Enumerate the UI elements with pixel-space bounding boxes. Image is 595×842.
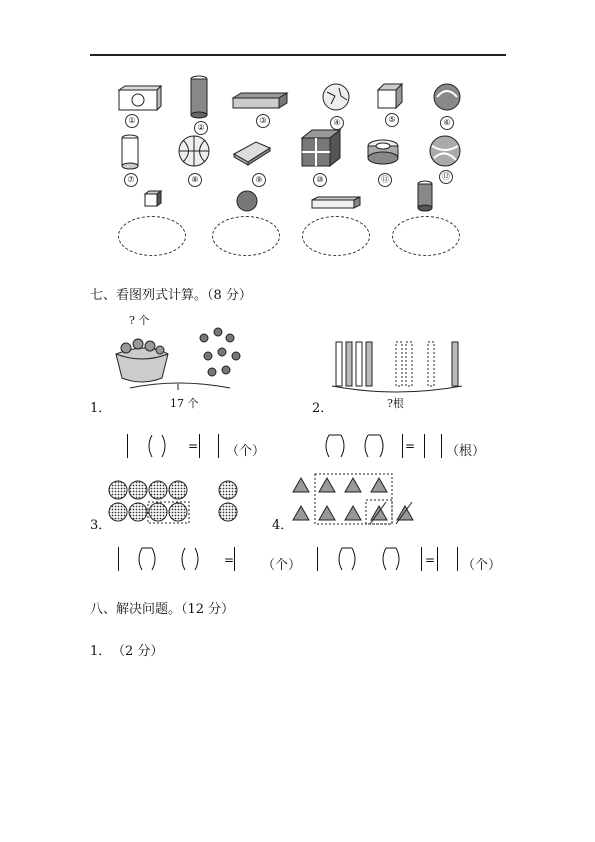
shape-number: ④: [330, 116, 344, 130]
cylinder-shape: [189, 75, 209, 119]
shape-number: ②: [194, 121, 208, 135]
q4-label: 4．: [272, 518, 294, 533]
q1-eq-sign: =: [188, 439, 199, 453]
shape-number: ⑩: [313, 173, 327, 187]
q4-eq-sign: =: [425, 553, 436, 567]
sphere-category-icon: [236, 190, 258, 212]
ball-shape: [432, 82, 462, 112]
shape-number: ⑨: [252, 173, 266, 187]
q1-unit: （个）: [226, 444, 266, 459]
gift-box-shape: [300, 128, 342, 168]
q3-label: 3．: [90, 518, 112, 533]
q1-top-note: ? 个: [129, 314, 150, 327]
section-8-title: 八、解决问题。（12 分）: [90, 602, 235, 617]
q2-eq-sign: =: [405, 439, 416, 453]
shape-number: ⑦: [124, 173, 138, 187]
flat-box-shape: [231, 92, 289, 110]
q2-label: 2．: [312, 401, 334, 416]
q1-caption: 17 个: [170, 397, 199, 410]
shape-number: ⑫: [439, 170, 453, 184]
shape-number: ⑪: [378, 173, 392, 187]
eraser-shape: [232, 140, 272, 166]
basketball-shape: [177, 134, 211, 168]
sorting-oval: [118, 216, 186, 256]
triangles-picture: [290, 472, 420, 528]
tape-roll-shape: [366, 138, 400, 166]
q2-caption: ?根: [387, 397, 404, 410]
cube-shape: [376, 83, 404, 111]
shape-number: ⑥: [440, 116, 454, 130]
top-rule: [90, 54, 506, 56]
q3-unit: （个）: [262, 558, 302, 573]
shape-number: ①: [125, 114, 139, 128]
clock-box-shape: [118, 85, 162, 111]
shape-number: ⑧: [188, 173, 202, 187]
cuboid-category-icon: [143, 190, 163, 208]
q1-label: 1．: [90, 401, 112, 416]
q3-eq-sign: =: [224, 553, 235, 567]
volleyball-shape: [428, 134, 462, 168]
section-8-q1-label: 1．: [90, 644, 112, 659]
sorting-oval: [392, 216, 460, 256]
section-7-title: 七、看图列式计算。（8 分）: [90, 288, 252, 303]
section-8-q1-score: （2 分）: [112, 644, 164, 659]
sorting-oval: [212, 216, 280, 256]
flat-cuboid-category-icon: [310, 196, 362, 210]
q4-unit: （个）: [462, 558, 502, 573]
q2-unit: （根）: [446, 444, 486, 459]
cup-cylinder-shape: [120, 134, 140, 170]
shape-number: ③: [256, 114, 270, 128]
sticks-picture: [330, 338, 465, 398]
sorting-oval: [302, 216, 370, 256]
dotted-circles-picture: [108, 478, 243, 526]
ball-shape: [321, 82, 351, 112]
shape-number: ⑤: [385, 113, 399, 127]
cylinder-category-icon: [416, 180, 434, 212]
